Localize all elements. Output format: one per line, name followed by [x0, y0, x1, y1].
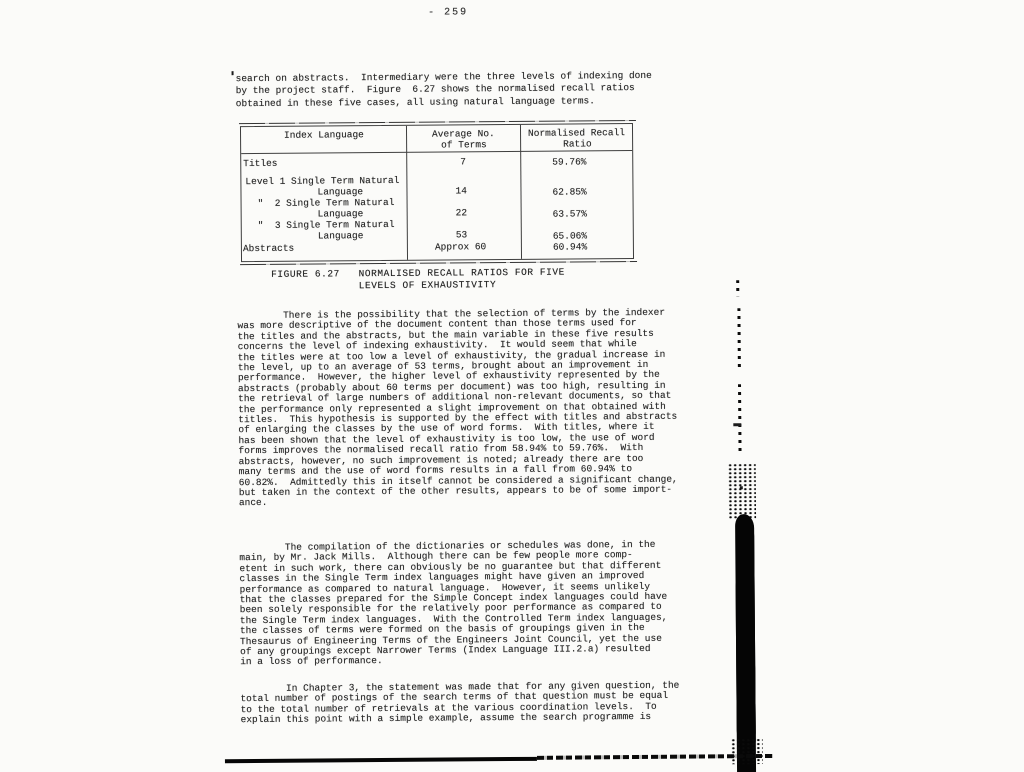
- table-cell-language-cont: Language: [317, 186, 364, 198]
- body-paragraph-1: There is the possibility that the selection of terms by the indexer was more descriptive of the document content than those terms used for the titles and the abstracts, but the main variable in these five results concerns the level of indexing exhaustivity. It would seem that while the titles were at too low a level of exhaustivity, the gradual increase in the level, up to an average of 53 terms, brought about an improvement in performance. However, the higher level of exhaustivity represented by the abstracts (probably about 60 terms per document) was too high, resulting in the retrieval of large numbers of additional non-relevant documents, so that the performance only represented a slight improvement on that obtained with titles. This hypothesis is supported by the effect with titles and abstracts of enlarging the classes by the use of word forms. With titles, where it has been shown that the level of exhaustivity is too low, the use of word forms improves the normalised recall ratio from 58.94% to 59.76%. With abstracts, however, no such improvement is noted; already there are too many terms and the use of word forms results in a fall from 60.94% to 60.82%. Admittedly this in itself cannot be considered a significant change, but taken in the context of the other results, appears to be of some import- ance.: [237, 306, 678, 509]
- scan-artifact-speckle: [728, 463, 756, 519]
- table-cell-ratio: 65.06%: [552, 230, 588, 242]
- table-cell-terms: 53: [455, 229, 468, 241]
- figure-caption: FIGURE 6.27 NORMALISED RECALL RATIOS FOR FIVE LEVELS OF EXHAUSTIVITY: [271, 266, 565, 293]
- table-cell-terms: 22: [455, 207, 468, 219]
- table-cell-terms: Approx 60: [434, 241, 487, 253]
- table-cell-terms: 14: [455, 185, 467, 197]
- scan-artifact-dots: [737, 308, 740, 370]
- table-column-divider-1: [406, 126, 408, 260]
- table-header-of-terms: of Terms: [441, 139, 487, 151]
- table-column-divider-2: [520, 125, 522, 259]
- table-bottom-outer-rule: [240, 261, 637, 265]
- table-cell-language: " 3 Single Term Natural: [257, 218, 395, 231]
- scan-speck: [733, 423, 741, 426]
- table-cell-language: Titles: [243, 157, 278, 170]
- body-paragraph-3: In Chapter 3, the statement was made that for any given question, the total number of postings of the search terms of that question must be equal to the total number of retrievals at the various coordination levels. To explain this point with a simple example, assume the search programme is: [240, 679, 680, 726]
- table-cell-ratio: 62.85%: [552, 186, 587, 198]
- table-header-average-no: Average No.: [431, 128, 495, 140]
- table-cell-ratio: 59.76%: [552, 156, 587, 168]
- intro-paragraph: search on abstracts. Intermediary were the three levels of indexing done by the project staff. Figure 6.27 shows the normalised recall ratios obtained in these five cases, all using natural language terms.: [235, 69, 652, 109]
- table-header-ratio: Ratio: [563, 138, 592, 150]
- table-header-index-language: Index Language: [283, 129, 364, 141]
- table-cell-language: Abstracts: [242, 242, 295, 255]
- scan-artifact-ink-bar: [735, 514, 756, 742]
- scan-speck: [232, 71, 234, 75]
- table-header-rule: [241, 150, 632, 154]
- table-header-normalised-recall: Normalised Recall: [527, 127, 625, 139]
- page-number: - 259: [428, 7, 469, 19]
- table-cell-ratio: 63.57%: [552, 208, 587, 220]
- table-cell-language-cont: Language: [317, 230, 364, 242]
- scan-artifact-dots: [736, 280, 739, 296]
- results-table: [240, 123, 634, 262]
- scan-artifact-dots: [738, 384, 742, 454]
- table-cell-ratio: 60.94%: [552, 241, 588, 253]
- table-cell-terms: 7: [460, 156, 467, 168]
- table-top-outer-rule: [239, 120, 636, 124]
- body-paragraph-2: The compilation of the dictionaries or schedules was done, in the main, by Mr. Jack Mills. Although there can be few people more comp- etent in such work, there can obviously be no guarantee but that different classes in the Single Term index languages might have given an improved performance as compared to natural language. However, it seems unlikely that the classes prepared for the Simple Concept index languages could have been solely responsible for the relatively poor performance as compared to the Single Term index languages. With the Controlled Term index languages, the classes of terms were formed on the basis of groupings given in the Thesaurus of Engineering Terms of the Engineers Joint Council, yet the use of any groupings except Narrower Terms (Index Language III.2.a) resulted in a loss of performance.: [239, 538, 668, 668]
- table-cell-language: Level 1 Single Term Natural: [245, 174, 400, 188]
- scan-artifact-bottom-line: [225, 757, 537, 763]
- table-cell-language-cont: Language: [317, 208, 364, 220]
- table-cell-language: " 2 Single Term Natural: [257, 196, 395, 209]
- scan-artifact-speckle: [731, 738, 763, 764]
